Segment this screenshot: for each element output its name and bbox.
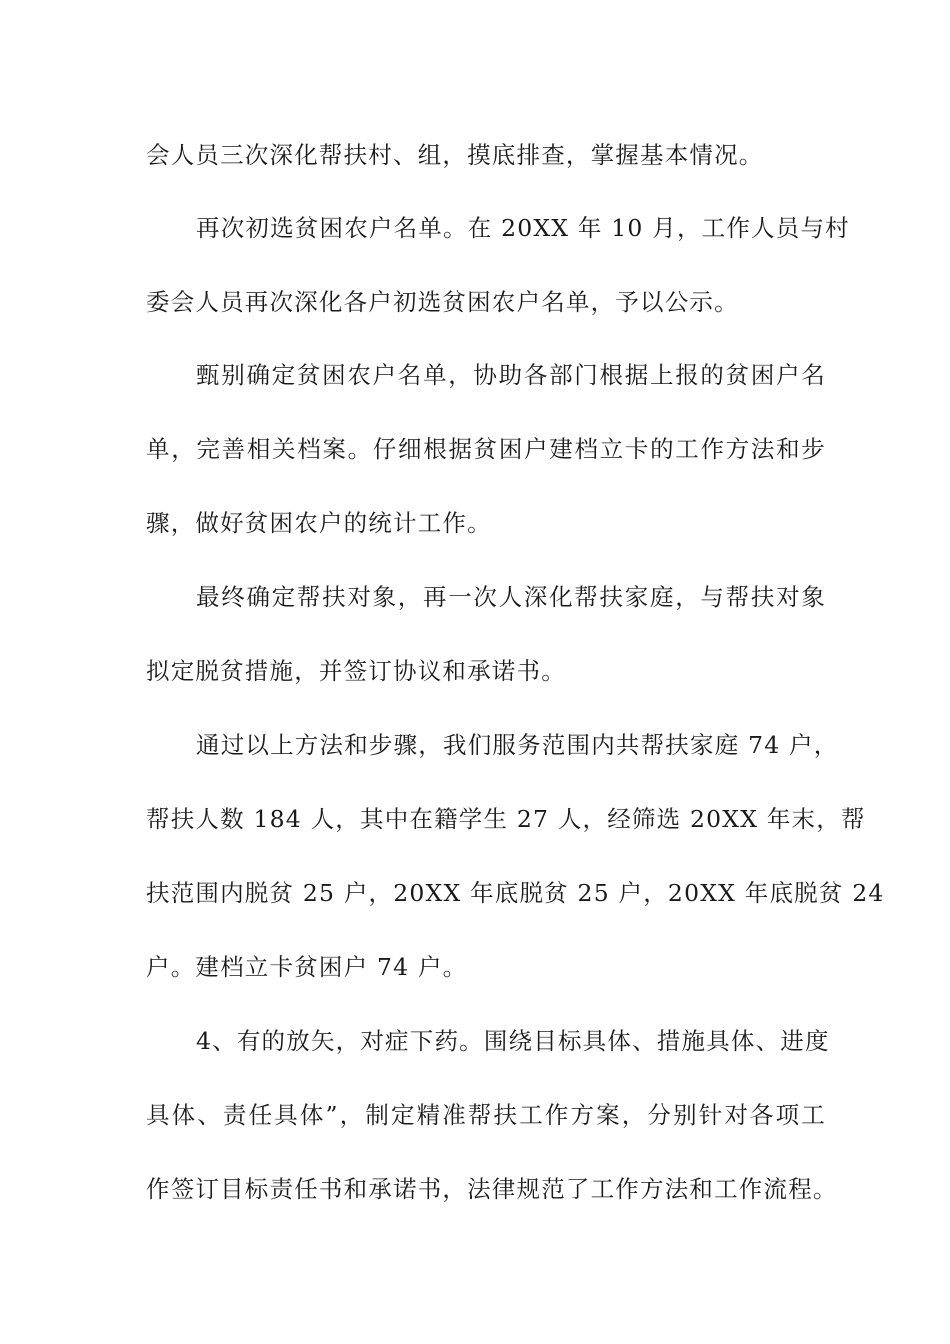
text-line: 骤，做好贫困农户的统计工作。 — [146, 509, 492, 537]
text-line: 作签订目标责任书和承诺书，法律规范了工作方法和工作流程。 — [146, 1175, 838, 1203]
paragraph-first-line: 甄别确定贫困农户名单，协助各部门根据上报的贫困户名 — [196, 361, 826, 389]
text-line: 单，完善相关档案。仔细根据贫困户建档立卡的工作方法和步 — [146, 435, 826, 463]
text-line: 帮扶人数 184 人，其中在籍学生 27 人，经筛选 20XX 年末，帮 — [146, 805, 866, 833]
text-line: 会人员三次深化帮扶村、组，摸底排查，掌握基本情况。 — [146, 141, 764, 169]
paragraph-first-line: 最终确定帮扶对象，再一次人深化帮扶家庭，与帮扶对象 — [196, 583, 826, 611]
paragraph-first-line: 再次初选贫困农户名单。在 20XX 年 10 月，工作人员与村 — [196, 214, 850, 242]
paragraph-first-line: 通过以上方法和步骤，我们服务范围内共帮扶家庭 74 户， — [196, 731, 839, 759]
text-line: 具体、责任具体”，制定精准帮扶工作方案，分别针对各项工 — [146, 1101, 826, 1129]
text-line: 拟定脱贫措施，并签订协议和承诺书。 — [146, 657, 566, 685]
text-line: 扶范围内脱贫 25 户，20XX 年底脱贫 25 户，20XX 年底脱贫 24 — [146, 879, 885, 907]
text-line: 委会人员再次深化各户初选贫困农户名单，予以公示。 — [146, 288, 739, 316]
text-line: 户。建档立卡贫困户 74 户。 — [146, 953, 468, 981]
paragraph-first-line: 4、有的放矢，对症下药。围绕目标具体、措施具体、进度 — [196, 1027, 830, 1055]
